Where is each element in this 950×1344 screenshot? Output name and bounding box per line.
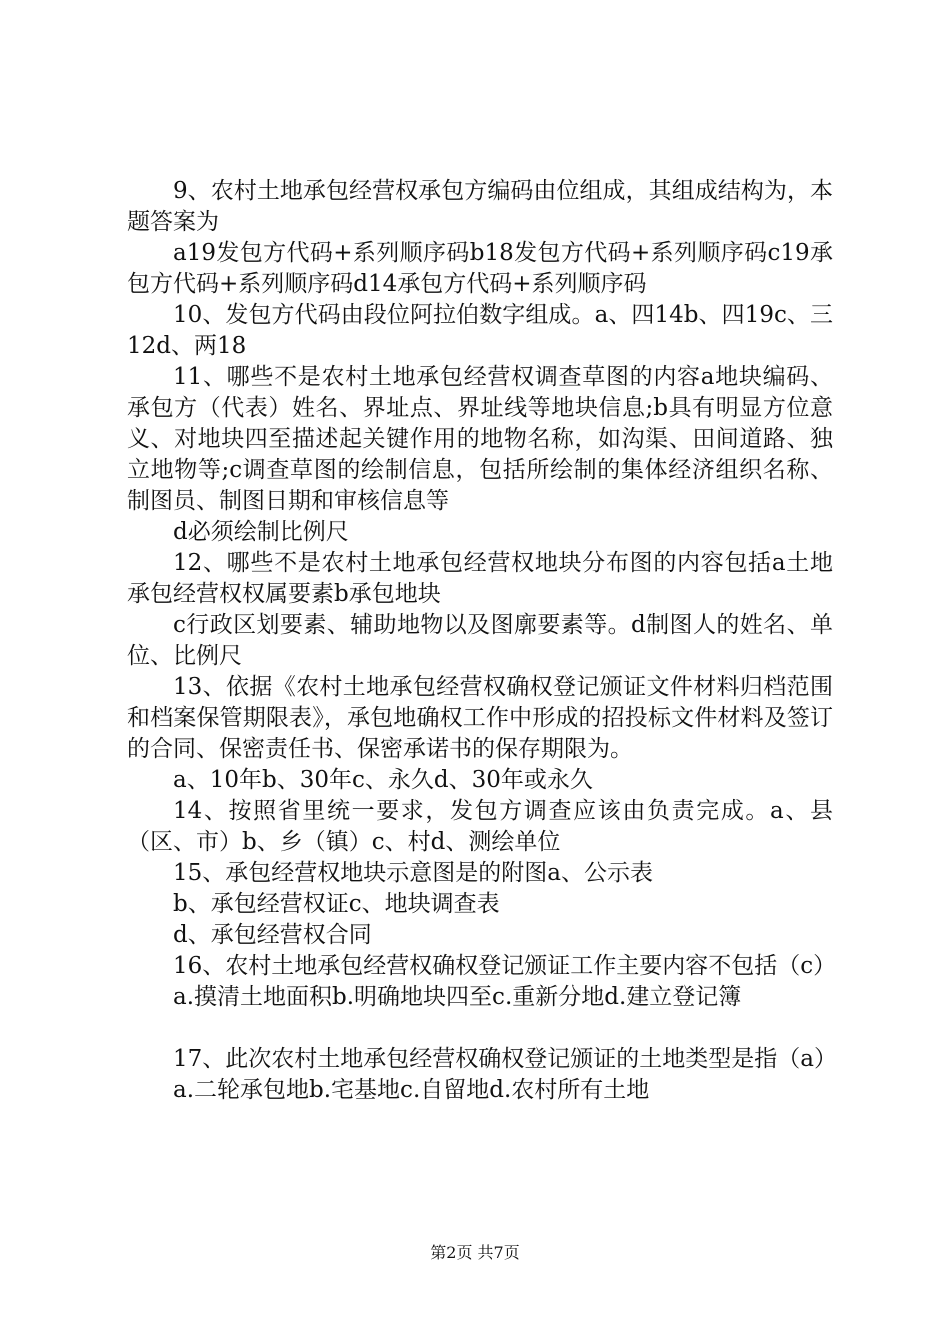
question-13: 13、依据《农村土地承包经营权确权登记颁证文件材料归档范围和档案保管期限表》，承包地确权工作中形成的招投标文件材料及签订的合同、保密责任书、保密承诺书的保存期限为。 [127,674,833,762]
question-12-options: c行政区划要素、辅助地物以及图廓要素等。d制图人的姓名、单位、比例尺 [127,612,833,669]
question-17-options: a.二轮承包地b.宅基地c.自留地d.农村所有土地 [173,1077,650,1103]
question-13-options: a、10年b、30年c、永久d、30年或永久 [173,767,593,793]
question-16-options: a.摸清土地面积b.明确地块四至c.重新分地d.建立登记簿 [173,984,742,1010]
question-12: 12、哪些不是农村土地承包经营权地块分布图的内容包括a土地承包经营权权属要素b承包地块 [127,550,833,607]
document-body [127,176,837,1106]
question-16: 16、农村土地承包经营权确权登记颁证工作主要内容不包括（c） [173,953,837,979]
question-9: 9、农村土地承包经营权承包方编码由位组成，其组成结构为，本题答案为 [127,178,833,235]
question-15-options-b-c: b、承包经营权证c、地块调查表 [173,891,500,917]
question-15-option-d: d、承包经营权合同 [173,922,372,948]
question-14: 14、按照省里统一要求，发包方调查应该由负责完成。a、县（区、市）b、乡（镇）c、村d、测绘单位 [127,798,833,855]
question-9-options: a19发包方代码+系列顺序码b18发包方代码+系列顺序码c19承包方代码+系列顺序码d14承包方代码+系列顺序码 [127,240,833,297]
question-15: 15、承包经营权地块示意图是的附图a、公示表 [173,860,653,886]
question-11-option-d: d必须绘制比例尺 [173,519,349,545]
page-number-footer: 第2页 共7页 [430,1243,520,1262]
question-17: 17、此次农村土地承包经营权确权登记颁证的土地类型是指（a） [173,1046,837,1072]
question-10: 10、发包方代码由段位阿拉伯数字组成。a、四14b、四19c、三12d、两18 [127,302,833,359]
question-11: 11、哪些不是农村土地承包经营权调查草图的内容a地块编码、承包方（代表）姓名、界址点、界址线等地块信息;b具有明显方位意义、对地块四至描述起关键作用的地物名称，如沟渠、田间道路、独立地物等;c调查草图的绘制信息，包括所绘制的集体经济组织名称、制图员、制图日期和审核信息等 [127,364,833,514]
